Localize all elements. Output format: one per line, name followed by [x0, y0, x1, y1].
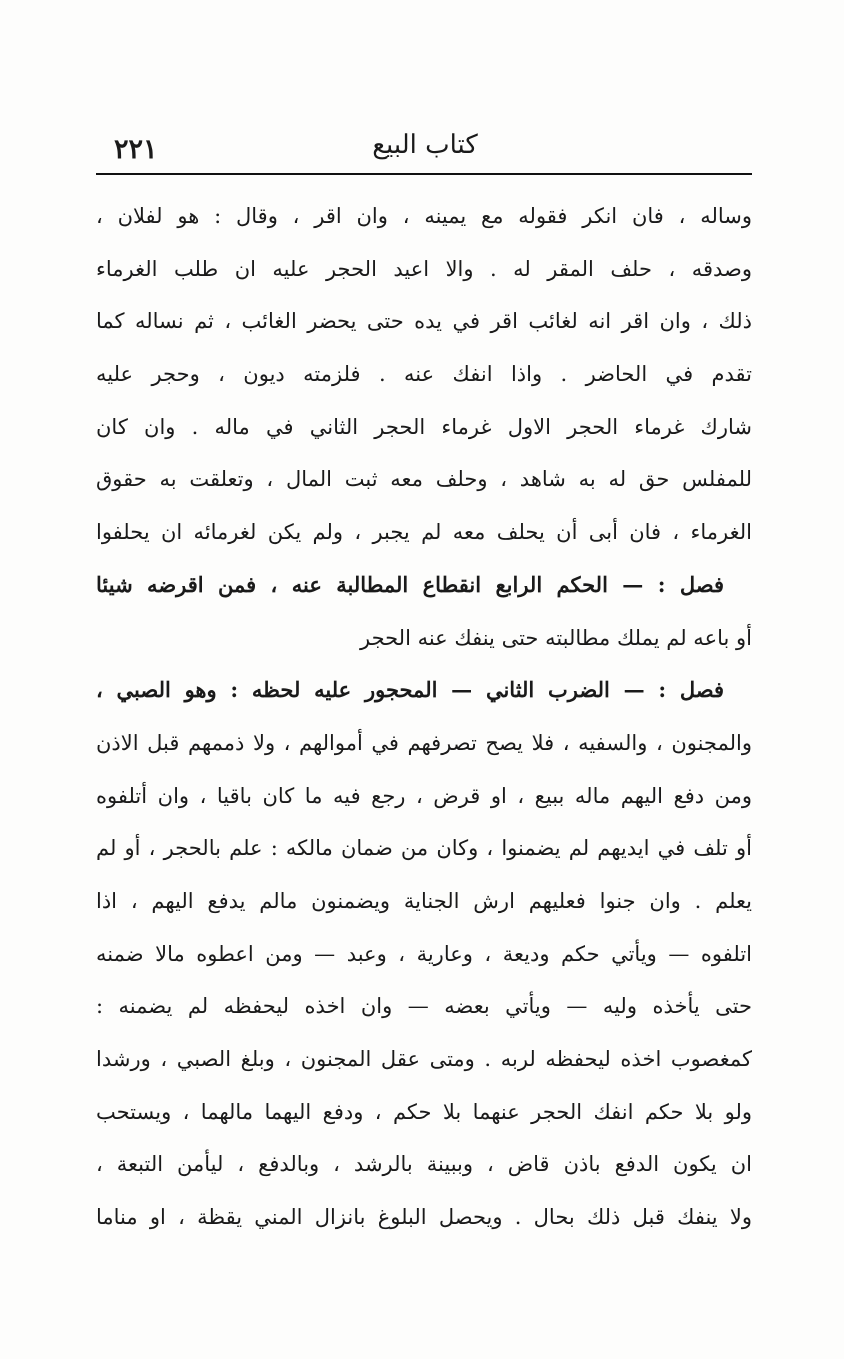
text-line: تقدم في الحاضر . واذا انفك عنه . فلزمته ديون ، وحجر عليه: [96, 362, 752, 387]
body-text: [96, 190, 752, 1244]
text-line: حتى يأخذه وليه — ويأتي بعضه — وان اخذه ليحفظه لم يضمنه :: [96, 994, 752, 1019]
text-line: للمفلس حق له به شاهد ، وحلف معه ثبت المال ، وتعلقت به حقوق: [96, 467, 752, 492]
text-line: ولا ينفك قبل ذلك بحال . ويحصل البلوغ بانزال المني يقظة ، او مناما: [96, 1205, 752, 1230]
text-line: وصدقه ، حلف المقر له . والا اعيد الحجر عليه ان طلب الغرماء: [96, 256, 752, 281]
page-header: [100, 128, 750, 172]
section-heading-line: فصل : — الحكم الرابع انقطاع المطالبة عنه ، فمن اقرضه شيئا: [96, 571, 724, 597]
text-line: اتلفوه — ويأتي حكم وديعة ، وعارية ، وعبد — ومن اعطوه مالا ضمنه: [96, 941, 752, 966]
text-line: كمغصوب اخذه ليحفظه لربه . ومتى عقل المجنون ، وبلغ الصبي ، ورشدا: [96, 1047, 752, 1071]
text-line: وساله ، فان انكر فقوله مع يمينه ، وان اقر ، وقال : هو لفلان ،: [96, 204, 752, 228]
text-line-paragraph-end: أو باعه لم يملك مطالبته حتى ينفك عنه الحجر: [359, 625, 752, 650]
text-line: ولو بلا حكم انفك الحجر عنهما بلا حكم ، ودفع اليهما مالهما ، ويستحب: [96, 1099, 752, 1124]
page-number: ٢٢١: [114, 134, 158, 165]
section-heading-line: فصل : — الضرب الثاني — المحجور عليه لحظه : وهو الصبي ،: [96, 677, 724, 703]
text-line: والمجنون ، والسفيه ، فلا يصح تصرفهم في أموالهم ، ولا ذممهم قبل الاذن: [96, 730, 752, 755]
text-line: ان يكون الدفع باذن قاض ، وببينة بالرشد ، وبالدفع ، ليأمن التبعة ،: [96, 1152, 752, 1177]
text-line: ومن دفع اليهم ماله ببيع ، او قرض ، رجع فيه ما كان باقيا ، وان أتلفوه: [96, 783, 752, 808]
running-title: كتاب البيع: [372, 130, 478, 160]
text-line: يعلم . وان جنوا فعليهم ارش الجناية ويضمنون مالم يدفع اليهم ، اذا: [96, 888, 752, 913]
text-line: أو تلف في ايديهم لم يضمنوا ، وكان من ضمان مالكه : علم بالحجر ، أو لم: [96, 836, 752, 861]
text-line: شارك غرماء الحجر الاول غرماء الحجر الثاني في ماله . وان كان: [96, 414, 752, 439]
header-rule: [96, 173, 752, 175]
text-line: الغرماء ، فان أبى أن يحلف معه لم يجبر ، ولم يكن لغرمائه ان يحلفوا: [96, 520, 752, 545]
text-line: ذلك ، وان اقر انه لغائب اقر في يده حتى يحضر الغائب ، ثم نساله كما: [96, 309, 752, 334]
